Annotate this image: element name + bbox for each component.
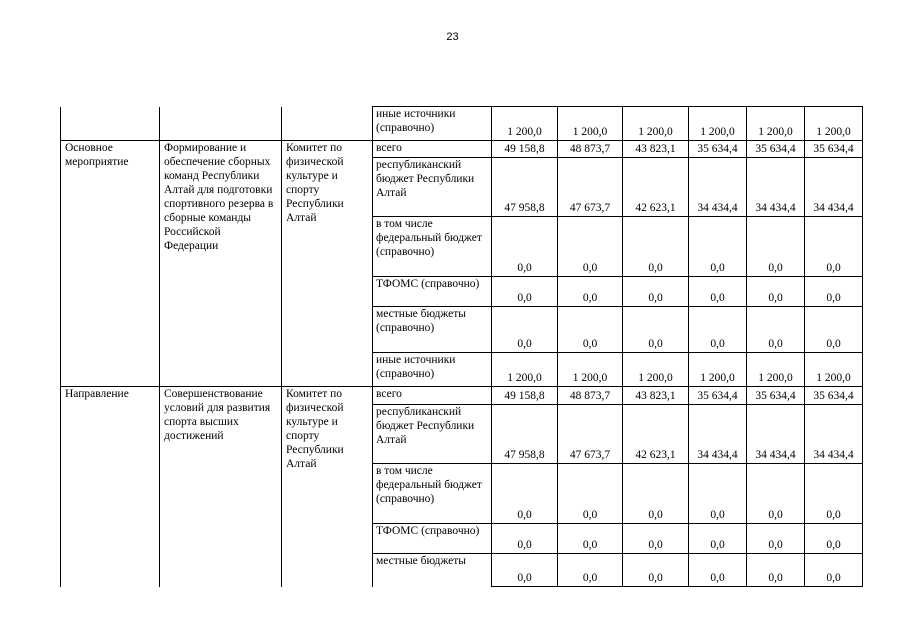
value-cell: 0,0 <box>689 464 747 524</box>
executor-cell <box>282 107 373 141</box>
value-cell: 0,0 <box>747 307 805 353</box>
value-cell: 0,0 <box>747 277 805 307</box>
value-cell: 0,0 <box>492 277 558 307</box>
source-cell: ТФОМС (справочно) <box>373 524 492 554</box>
value-cell: 1 200,0 <box>492 353 558 387</box>
value-cell: 34 434,4 <box>689 158 747 217</box>
value-cell: 35 634,4 <box>747 387 805 405</box>
value-cell: 0,0 <box>558 307 623 353</box>
value-cell: 1 200,0 <box>492 107 558 141</box>
value-cell: 0,0 <box>805 524 863 554</box>
value-cell: 0,0 <box>689 554 747 587</box>
source-cell: местные бюджеты (справочно) <box>373 307 492 353</box>
value-cell: 0,0 <box>623 554 689 587</box>
value-cell: 1 200,0 <box>689 107 747 141</box>
value-cell: 0,0 <box>689 307 747 353</box>
direction-type-cell: Направление <box>61 387 160 587</box>
table-row <box>61 107 863 141</box>
source-cell: иные источники (справочно) <box>373 107 492 141</box>
value-cell: 0,0 <box>805 464 863 524</box>
source-cell: республиканский бюджет Республики Алтай <box>373 405 492 464</box>
value-cell: 48 873,7 <box>558 141 623 158</box>
value-cell: 35 634,4 <box>689 387 747 405</box>
value-cell: 0,0 <box>492 464 558 524</box>
source-cell: иные источники (справочно) <box>373 353 492 387</box>
value-cell: 0,0 <box>747 217 805 277</box>
source-cell: ТФОМС (справочно) <box>373 277 492 307</box>
source-cell: местные бюджеты <box>373 554 492 587</box>
value-cell: 0,0 <box>558 554 623 587</box>
value-cell: 1 200,0 <box>558 107 623 141</box>
value-cell: 0,0 <box>689 217 747 277</box>
value-cell: 34 434,4 <box>805 405 863 464</box>
executor-cell: Комитет по физической культуре и спорту Республики Алтай <box>282 387 373 587</box>
value-cell: 0,0 <box>747 464 805 524</box>
source-cell: всего <box>373 141 492 158</box>
executor-cell: Комитет по физической культуре и спорту Республики Алтай <box>282 141 373 387</box>
value-cell: 0,0 <box>805 307 863 353</box>
value-cell: 0,0 <box>558 217 623 277</box>
value-cell: 34 434,4 <box>747 158 805 217</box>
value-cell: 0,0 <box>805 554 863 587</box>
value-cell: 0,0 <box>558 524 623 554</box>
value-cell: 35 634,4 <box>805 387 863 405</box>
value-cell: 47 673,7 <box>558 158 623 217</box>
type-cell <box>61 107 160 141</box>
value-cell: 1 200,0 <box>805 107 863 141</box>
value-cell: 0,0 <box>492 554 558 587</box>
value-cell: 43 823,1 <box>623 141 689 158</box>
event-name-cell: Формирование и обеспечение сборных команд Республики Алтай для подготовки спортивного резерва в сборные команды Российской Федерации <box>160 141 282 387</box>
value-cell: 0,0 <box>623 524 689 554</box>
value-cell: 1 200,0 <box>747 107 805 141</box>
value-cell: 0,0 <box>805 217 863 277</box>
value-cell: 48 873,7 <box>558 387 623 405</box>
value-cell: 43 823,1 <box>623 387 689 405</box>
value-cell: 0,0 <box>492 524 558 554</box>
value-cell: 42 623,1 <box>623 405 689 464</box>
value-cell: 1 200,0 <box>623 107 689 141</box>
value-cell: 34 434,4 <box>805 158 863 217</box>
source-cell: в том числе федеральный бюджет (справочно) <box>373 464 492 524</box>
value-cell: 0,0 <box>623 277 689 307</box>
value-cell: 0,0 <box>492 217 558 277</box>
table-row <box>61 387 863 405</box>
value-cell: 0,0 <box>558 464 623 524</box>
budget-table <box>60 106 863 587</box>
source-cell: в том числе федеральный бюджет (справочно) <box>373 217 492 277</box>
value-cell: 47 673,7 <box>558 405 623 464</box>
value-cell: 47 958,8 <box>492 158 558 217</box>
value-cell: 47 958,8 <box>492 405 558 464</box>
table-row <box>61 141 863 158</box>
value-cell: 0,0 <box>623 464 689 524</box>
value-cell: 1 200,0 <box>805 353 863 387</box>
source-cell: всего <box>373 387 492 405</box>
value-cell: 0,0 <box>492 307 558 353</box>
value-cell: 0,0 <box>747 524 805 554</box>
value-cell: 0,0 <box>689 524 747 554</box>
value-cell: 35 634,4 <box>747 141 805 158</box>
value-cell: 34 434,4 <box>689 405 747 464</box>
value-cell: 35 634,4 <box>805 141 863 158</box>
source-cell: республиканский бюджет Республики Алтай <box>373 158 492 217</box>
value-cell: 49 158,8 <box>492 141 558 158</box>
value-cell: 1 200,0 <box>747 353 805 387</box>
value-cell: 0,0 <box>623 217 689 277</box>
value-cell: 0,0 <box>689 277 747 307</box>
direction-name-cell: Совершенствование условий для развития спорта высших достижений <box>160 387 282 587</box>
name-cell <box>160 107 282 141</box>
value-cell: 0,0 <box>747 554 805 587</box>
value-cell: 49 158,8 <box>492 387 558 405</box>
value-cell: 1 200,0 <box>558 353 623 387</box>
value-cell: 42 623,1 <box>623 158 689 217</box>
page-number: 23 <box>446 31 459 43</box>
value-cell: 0,0 <box>558 277 623 307</box>
event-type-cell: Основное мероприятие <box>61 141 160 387</box>
budget-table-body <box>61 107 863 587</box>
value-cell: 34 434,4 <box>747 405 805 464</box>
value-cell: 0,0 <box>805 277 863 307</box>
value-cell: 1 200,0 <box>689 353 747 387</box>
value-cell: 35 634,4 <box>689 141 747 158</box>
value-cell: 1 200,0 <box>623 353 689 387</box>
value-cell: 0,0 <box>623 307 689 353</box>
